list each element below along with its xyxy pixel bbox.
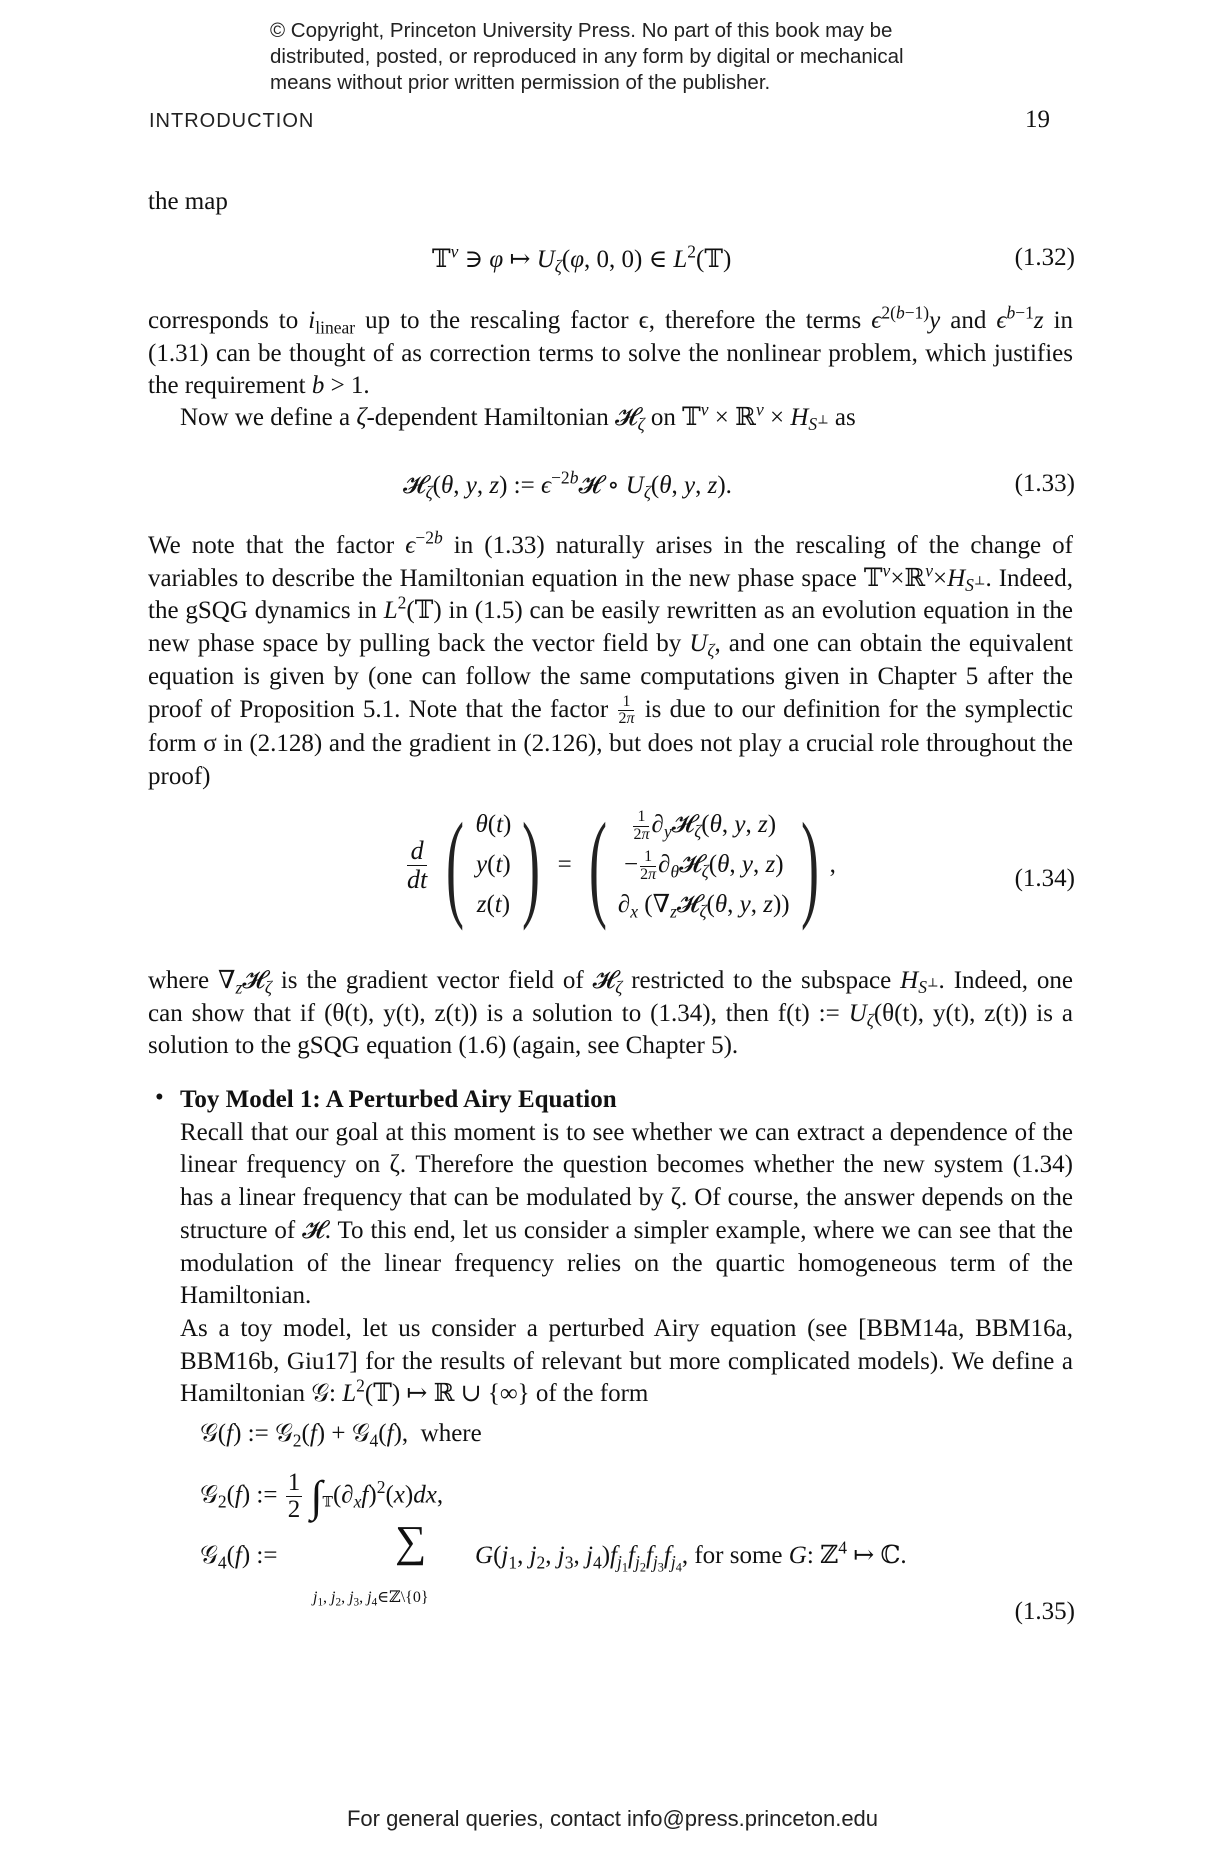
running-title: INTRODUCTION — [149, 110, 315, 132]
paragraph-the-map: the map — [148, 188, 228, 215]
paragraph-gradient-vector-field: where $\nabla_z𝓗_\zeta$ is the gradient vector field of 𝓗$_\zeta$ restricted to the subspace $H_{S^\perp}$. Indeed, one can show that if (θ(t), y(t), z(t)) is a solution to (1.34), then f(t) := $U_\zeta(\theta(t)$, y(t), z(t)) is a solution to the gSQG equation (1.6) (again, see Chapter 5). — [148, 967, 1074, 1060]
footer-contact: For general queries, contact info@press.princeton.edu — [346, 1806, 879, 1831]
equation-1-32: 𝕋$^\nu$ ∋ φ ↦ $U_\zeta(\varphi$, 0, 0) ∈ $L^2(𝕋)$ — [432, 241, 732, 277]
text-span: of the form — [529, 1380, 649, 1408]
text-span: restricted to the subspace — [622, 967, 901, 994]
text-span: in (1.33) naturally arises in the rescaling of the change of variables to describe the Hamiltonian equation in the new phase space — [148, 532, 1073, 592]
paragraph-note-factor: We note that the factor $\epsilon^{-2b}$ in (1.33) naturally arises in the rescaling of the change of variables to describe the Hamiltonian equation in the new phase space $𝕋^\nu\times ℝ^\nu\times H_{S^\perp}$. Indeed, the gSQG dynamics in $L^2(𝕋)$ in (1.5) can be easily rewritten as an evolution equation in the new phase space by pulling back the vector field by $U_\zeta$, and one can obtain the equivalent equation is given by (one can follow the same computations given in Chapter 5 after the proof of Proposition 5.1. Note that the factor $\frac{1}{2\pi}$ is due to our definition for the symplectic form σ in (2.128) and the gradient in (2.126), but does not play a crucial role throughout the proof) — [148, 527, 1074, 790]
equation-1-35-line-2: 𝒢$_2$(f) := $\frac{1}{2}$ $\int_𝕋(\partial_xf)^2(x)dx$, — [200, 1469, 444, 1524]
text-span: and — [940, 307, 987, 334]
copyright-line-2: distributed, posted, or reproduced in any form by digital or mechanical — [270, 45, 904, 68]
page-number: 19 — [1025, 106, 1050, 133]
text-span: for some — [694, 1542, 783, 1569]
equation-1-35-line-3-rhs: $G(j_1$, $j_2$, $j_3$, $j_4)f_{j_1}f_{j_2}f_{j_3}f_{j_4}$, for some G: ℤ$^4$ ↦ ℂ. — [475, 1537, 907, 1575]
toy-model-paragraph-2: As a toy model, let us consider a perturbed Airy equation (see [BBM14a, BBM16a, BBM16b, Giu17] for the results of relevant but more complicated models). We define a Hamiltonian 𝒢: $L^2(𝕋)$ ↦ ℝ ∪ {∞} of the form — [180, 1314, 1073, 1408]
text-span: is the gradient vector field of — [271, 967, 593, 994]
summation-index: $j_1$, $j_2$, $j_3$, $j_4\in ℤ\backslash\{0\}$ — [313, 1589, 429, 1609]
text-span: up to the rescaling factor ϵ, therefore the terms — [355, 307, 872, 334]
text-span: corresponds to — [148, 307, 309, 334]
text-span: As a toy model, let us consider a perturbed Airy equation (see [BBM14a, BBM16a, BBM16b, Giu17] for the results of relevant but more complicated models). We define a Hamiltonian — [180, 1314, 1073, 1408]
equation-1-34: $\frac{d}{dt}$ ( θ(t) y(t) z(t) ) = ( $\frac{1}{2\pi}$ $\partial_y𝓗_\zeta(\theta$, y, z) − $\frac{1}{2\pi}$ $\partial_\theta 𝓗_\zeta(\theta$, y, z) $\partial_x$ ($\nabla_z𝓗_\zeta(\theta$, y, z)) ) , — [407, 798, 836, 931]
summation-symbol: ∑ — [395, 1517, 427, 1566]
toy-model-title: Toy Model 1: A Perturbed Airy Equation — [180, 1086, 617, 1113]
copyright-line-1: © Copyright, Princeton University Press. No part of this book may be — [270, 19, 893, 42]
text-span: where — [420, 1420, 482, 1447]
equation-number-1-32: (1.32) — [1014, 244, 1075, 271]
toy-model-section — [180, 1084, 1073, 1411]
text-span: . Indeed, the gSQG dynamics in — [148, 564, 1073, 625]
paragraph-define-hamiltonian: Now we define a ζ-dependent Hamiltonian 𝓗$_\zeta$ on 𝕋$^\nu$ × ℝ$^\nu$ × $H_{S^\perp}$ as — [180, 399, 856, 435]
text-span: where — [148, 967, 218, 994]
toy-model-paragraph-1: Recall that our goal at this moment is to see whether we can extract a dependence of the linear frequency on ζ. Therefore the question becomes whether the new system (1.34) has a linear frequency that can be modulated by ζ. Of course, the answer depends on the structure of 𝓗. To this end, let us consider a simpler example, where we can see that the modulation of the linear frequency relies on the quartic homogeneous term of the Hamiltonian. — [180, 1118, 1073, 1310]
text-span: We note that the factor — [148, 532, 406, 559]
fraction-one-over-two-pi: $\frac{1}{2\pi}$ — [618, 692, 635, 728]
text-span: Now we define a — [180, 404, 357, 431]
text-span: as — [828, 404, 856, 431]
copyright-notice — [270, 18, 970, 96]
equation-1-35-line-1: 𝒢(f) := 𝒢$_2$(f) + 𝒢$_4$(f), where — [200, 1420, 482, 1451]
text-span: -dependent Hamiltonian — [366, 404, 615, 431]
bullet-marker: • — [155, 1084, 164, 1111]
copyright-line-3: means without prior written permission of the publisher. — [270, 71, 771, 94]
equation-1-35-line-3-lhs: 𝒢$_4$(f) := — [200, 1542, 278, 1573]
text-span: is due to our definition for the symplectic form σ in (2.128) and the gradient in (2.126), but does not play a crucial role throughout the proof) — [148, 695, 1073, 790]
paragraph-rescaling: corresponds to $i_{linear}$ up to the rescaling factor ϵ, therefore the terms $\epsilon^{2(b-1)}y$ and $\epsilon^{b-1}z$ in (1.31) can be thought of as correction terms to solve the nonlinear problem, which justifies the requirement b > 1. — [148, 302, 1074, 400]
text-span: , and one can obtain the equivalent equation is given by (one can follow the same computations given in Chapter 5 after the proof of Proposition 5.1. Note that the factor — [148, 630, 1074, 723]
equation-number-1-34: (1.34) — [1014, 865, 1075, 892]
equation-number-1-33: (1.33) — [1014, 470, 1075, 497]
equation-number-1-35: (1.35) — [1014, 1598, 1075, 1625]
text-span: (θ(t), y(t), z(t)) is a solution to the gSQG equation (1.6) (again, see Chapter 5). — [148, 999, 1074, 1060]
text-span: in (1.31) can be thought of as correction terms to solve the nonlinear problem, which justifies the requirement — [148, 307, 1074, 400]
text-span: in (1.5) can be easily rewritten as an evolution equation in the new phase space by pulling back the vector field by — [148, 597, 1073, 658]
equation-1-33: 𝓗$_\zeta$(θ, y, z) := $\epsilon^{-2b}𝓗$ ∘ $U_\zeta(\theta$, y, z). — [403, 467, 732, 503]
text-span: . Indeed, one can show that if (θ(t), y(t), z(t)) is a solution to (1.34), then f(t) := — [148, 967, 1073, 1027]
